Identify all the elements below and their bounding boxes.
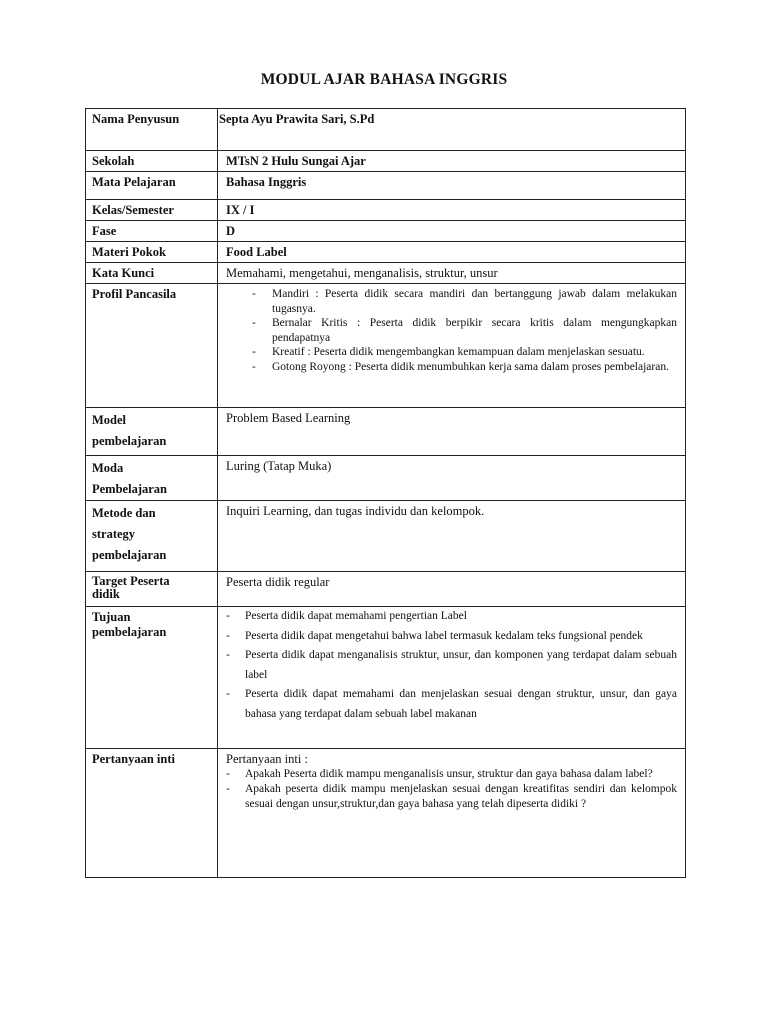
value-model-pembelajaran: Problem Based Learning [218, 408, 686, 456]
row-kelas-semester [86, 200, 686, 221]
value-kelas-semester: IX / I [218, 200, 686, 221]
list-item: - Kreatif : Peserta didik mengembangkan kemampuan dalam menjelaskan sesuatu. [272, 345, 677, 360]
list-item: - Mandiri : Peserta didik secara mandiri dan bertanggung jawab dalam melakukan tugasnya. [272, 287, 677, 316]
label-profil-pancasila: Profil Pancasila [86, 284, 218, 408]
list-item: - Apakah Peserta didik mampu menganalisis unsur, struktur dan gaya bahasa dalam label? [245, 767, 677, 782]
row-nama-penyusun [86, 109, 686, 151]
value-tujuan-pembelajaran [218, 607, 686, 749]
label-mata-pelajaran: Mata Pelajaran [86, 172, 218, 200]
row-metode-strategy [86, 501, 686, 572]
label-tujuan-pembelajaran [86, 607, 218, 749]
pertanyaan-heading: Pertanyaan inti : [226, 752, 308, 766]
profil-pancasila-list [226, 287, 677, 375]
pertanyaan-list [226, 767, 677, 811]
row-pertanyaan-inti [86, 749, 686, 878]
label-materi-pokok: Materi Pokok [86, 242, 218, 263]
label-line: Moda [92, 461, 124, 475]
label-line: strategy [92, 527, 136, 541]
list-item: - Peserta didik dapat memahami pengertian Label [245, 607, 677, 627]
value-profil-pancasila [218, 284, 686, 408]
label-kata-kunci: Kata Kunci [86, 263, 218, 284]
tujuan-list [226, 607, 677, 724]
list-item: - Gotong Royong : Peserta didik menumbuhkan kerja sama dalam proses pembelajaran. [272, 360, 677, 375]
label-metode-strategy [86, 501, 218, 572]
value-target-peserta: Peserta didik regular [218, 572, 686, 607]
list-item: - Bernalar Kritis : Peserta didik berpikir secara kritis dalam mengungkapkan pendapatnya [272, 316, 677, 345]
row-target-peserta [86, 572, 686, 607]
label-sekolah: Sekolah [86, 151, 218, 172]
label-nama-penyusun: Nama Penyusun [86, 109, 218, 151]
label-line: Model [92, 413, 127, 427]
list-item: - Peserta didik dapat mengetahui bahwa label termasuk kedalam teks fungsional pendek [245, 627, 677, 647]
label-line: Metode dan [92, 506, 156, 520]
row-fase [86, 221, 686, 242]
value-pertanyaan-inti [218, 749, 686, 878]
value-mata-pelajaran: Bahasa Inggris [218, 172, 686, 200]
value-kata-kunci: Memahami, mengetahui, menganalisis, struktur, unsur [218, 263, 686, 284]
label-line: didik [92, 587, 120, 601]
module-info-table [85, 108, 686, 878]
label-line: Tujuan [92, 610, 131, 624]
row-profil-pancasila [86, 284, 686, 408]
row-moda-pembelajaran [86, 456, 686, 501]
row-kata-kunci [86, 263, 686, 284]
row-sekolah [86, 151, 686, 172]
label-target-peserta [86, 572, 218, 607]
list-item: - Peserta didik dapat menganalisis struktur, unsur, dan komponen yang terdapat dalam sebuah label [245, 646, 677, 685]
label-line: Pembelajaran [92, 482, 167, 496]
row-tujuan-pembelajaran [86, 607, 686, 749]
value-fase: D [218, 221, 686, 242]
list-item: - Apakah peserta didik mampu menjelaskan sesuai dengan kreatifitas sendiri dan kelompok sesuai dengan unsur,struktur,dan gaya bahasa yang telah dipeserta didiki ? [245, 782, 677, 812]
label-line: pembelajaran [92, 625, 167, 639]
label-moda-pembelajaran [86, 456, 218, 501]
label-line: pembelajaran [92, 548, 167, 562]
label-line: Target Peserta [92, 574, 170, 588]
document-title: MODUL AJAR BAHASA INGGRIS [260, 71, 508, 88]
value-metode-strategy: Inquiri Learning, dan tugas individu dan kelompok. [218, 501, 686, 572]
label-pertanyaan-inti: Pertanyaan inti [86, 749, 218, 878]
value-materi-pokok: Food Label [218, 242, 686, 263]
row-materi-pokok [86, 242, 686, 263]
value-moda-pembelajaran: Luring (Tatap Muka) [218, 456, 686, 501]
value-nama-penyusun: Septa Ayu Prawita Sari, S.Pd [218, 109, 686, 151]
label-fase: Fase [86, 221, 218, 242]
list-item: - Peserta didik dapat memahami dan menjelaskan sesuai dengan struktur, unsur, dan gaya bahasa yang terdapat dalam sebuah label makanan [245, 685, 677, 724]
row-mata-pelajaran [86, 172, 686, 200]
label-kelas-semester: Kelas/Semester [86, 200, 218, 221]
label-model-pembelajaran [86, 408, 218, 456]
value-sekolah: MTsN 2 Hulu Sungai Ajar [218, 151, 686, 172]
row-model-pembelajaran [86, 408, 686, 456]
label-line: pembelajaran [92, 434, 167, 448]
